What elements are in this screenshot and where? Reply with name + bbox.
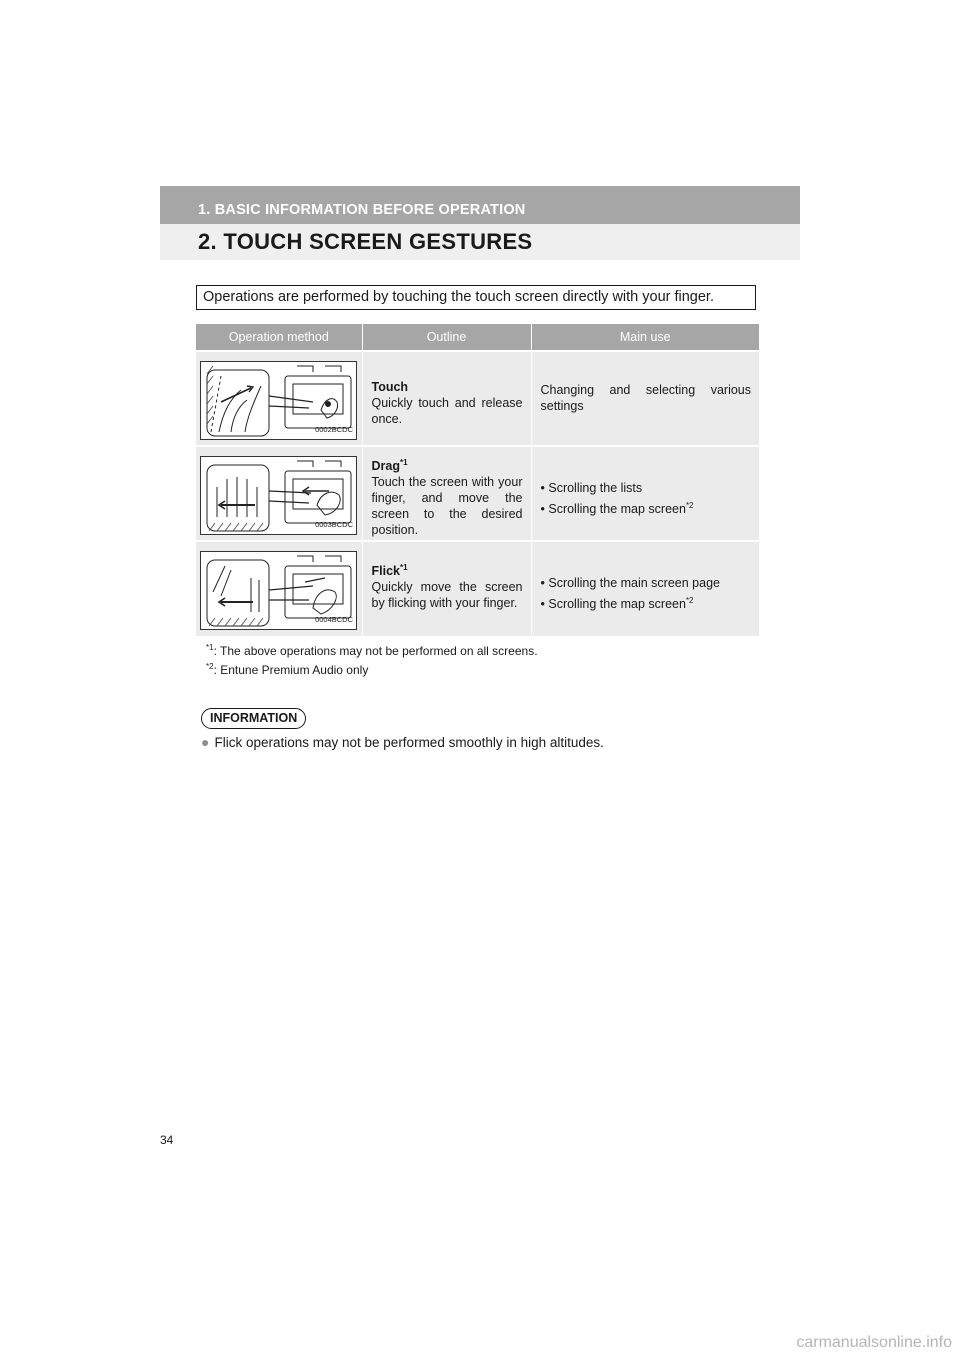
column-header-operation-method: Operation method [196,324,362,351]
touch-illustration [200,361,357,440]
illustration-code: 0002BCDC [315,425,353,434]
gesture-name-flick: Flick$^{*1}$ [371,563,408,579]
table-row-flick [196,541,759,636]
gesture-description-flick: Quickly move the screen by flicking with your finger. [371,580,523,611]
column-header-outline: Outline [362,324,531,351]
page-title: 2. TOUCH SCREEN GESTURES [198,229,533,254]
main-use-item: • Scrolling the map screen$^{*2}$ [540,501,694,517]
table-row-touch [196,351,759,446]
main-use-item: • Scrolling the lists [540,481,643,496]
illustration-code: 0003BCDC [315,520,353,529]
drag-main-use-cell [531,446,759,541]
main-use-item: Changing and selecting various settings [540,383,751,413]
gesture-name-drag: Drag$^{*1}$ [371,458,408,474]
table-header-row [196,324,759,351]
drag-illustration [200,456,357,535]
illustration-code: 0004BCDC [315,615,353,624]
information-label: INFORMATION [201,708,306,729]
drag-outline-cell [362,446,531,541]
footnotes [206,640,538,678]
flick-main-use-cell [531,541,759,636]
touch-illustration-cell [196,351,362,446]
page-number: 34 [160,1133,174,1147]
gestures-table [196,324,759,636]
bullet-icon: ● [201,734,210,750]
main-use-item: • Scrolling the map screen$^{*2}$ [540,596,694,612]
touch-outline-cell [362,351,531,446]
flick-outline-cell [362,541,531,636]
footnote: $^{*1}$: The above operations may not be performed on all screens. [206,643,538,658]
intro-box: Operations are performed by touching the touch screen directly with your finger. [196,285,756,310]
information-item: ● Flick operations may not be performed smoothly in high altitudes. [201,734,604,750]
section-header-bar [160,186,800,224]
section-title: 1. BASIC INFORMATION BEFORE OPERATION [198,202,526,218]
flick-illustration-cell [196,541,362,636]
main-use-item: • Scrolling the main screen page [540,576,720,591]
column-header-main-use: Main use [531,324,759,351]
drag-illustration-cell [196,446,362,541]
footnote: $^{*2}$: Entune Premium Audio only [206,662,369,677]
flick-illustration [200,551,357,630]
gesture-description-touch: Quickly touch and release once. [371,396,523,427]
gesture-description-drag: Touch the screen with your finger, and move the screen to the desired position. [371,475,523,538]
gesture-name-touch: Touch [371,380,409,395]
watermark: carmanualsonline.info [796,1334,952,1351]
touch-main-use-cell [531,351,759,446]
page-title-band [160,224,800,260]
table-row-drag [196,446,759,541]
